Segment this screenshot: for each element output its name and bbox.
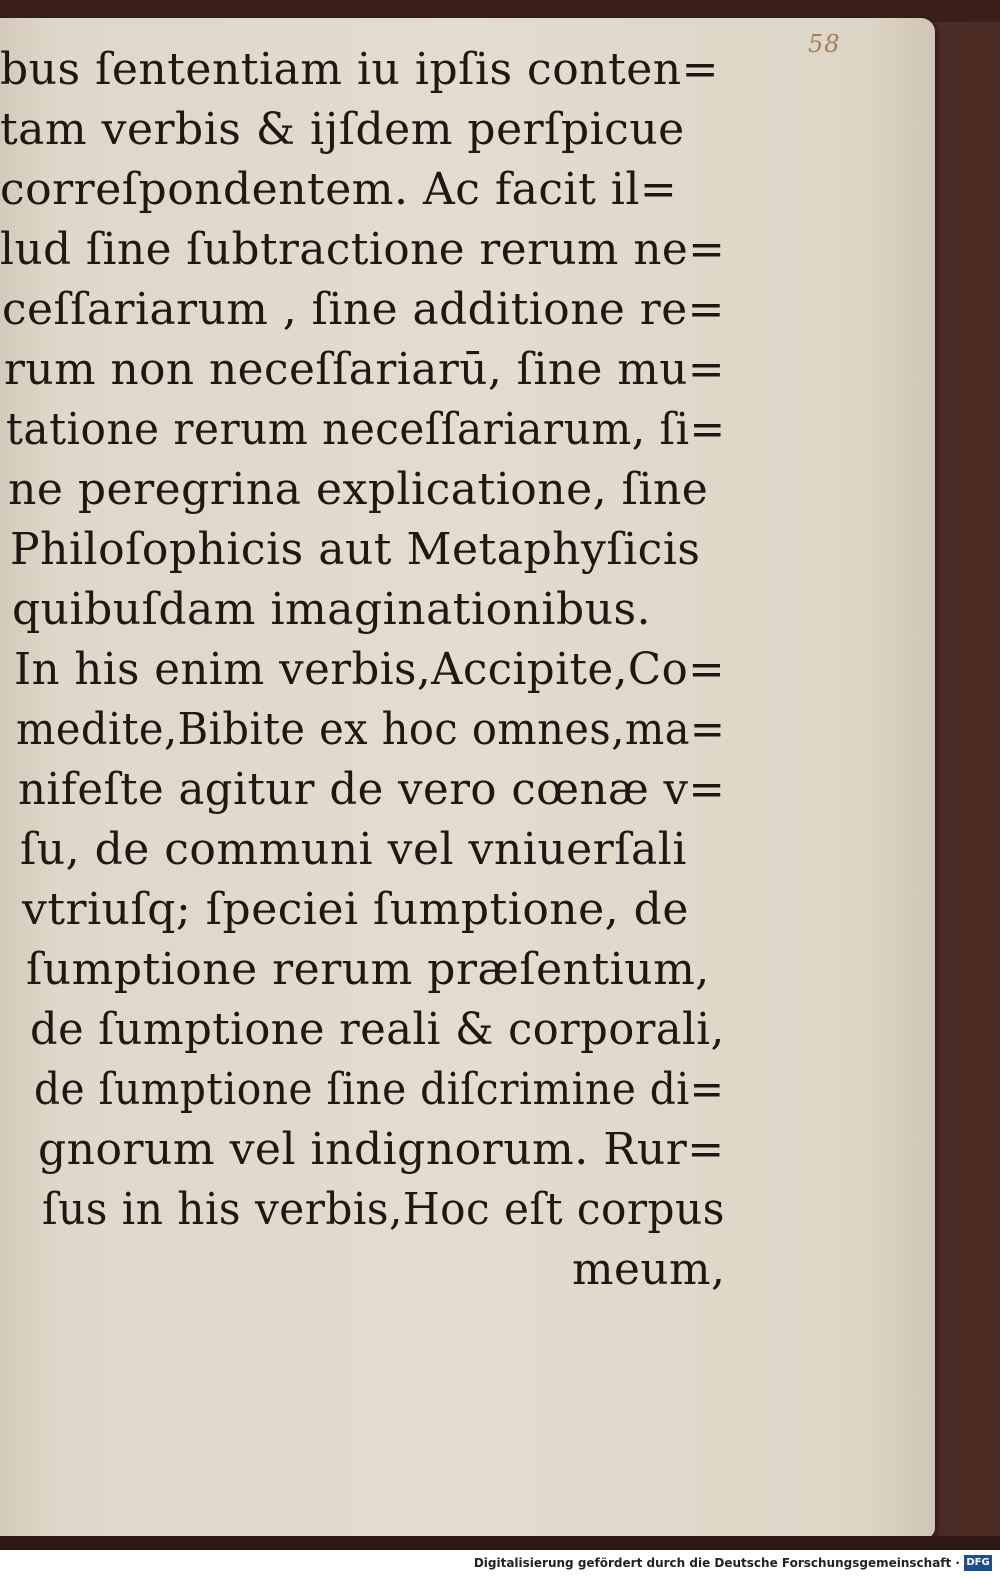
text-line: medite,Bibite ex hoc omnes,ma= xyxy=(16,704,726,755)
text-line: In his enim verbis,Accipite,Co= xyxy=(14,644,726,695)
text-line: gnorum vel indignorum. Rur= xyxy=(38,1124,725,1175)
text-line: tatione rerum neceſſariarum, ſi= xyxy=(6,404,726,455)
text-line: de ſumptione ſine diſcrimine di= xyxy=(34,1064,725,1115)
text-line: ſus in his verbis,Hoc eſt corpus xyxy=(42,1184,725,1235)
text-line: rum non neceſſariarū, ſine mu= xyxy=(4,344,726,395)
catchword: meum, xyxy=(572,1244,726,1295)
text-line: de ſumptione reali & corporali, xyxy=(30,1004,725,1055)
text-line: bus ſententiam iu ipſis conten= xyxy=(0,44,719,95)
text-line: ne peregrina explicatione, ſine xyxy=(8,464,709,515)
dfg-logo: DFG xyxy=(964,1555,992,1571)
text-line: ceſſariarum , ſine additione re= xyxy=(2,284,725,335)
text-line: lud ſine ſubtractione rerum ne= xyxy=(0,224,726,275)
footer-bar xyxy=(0,1550,1000,1578)
text-line: vtriuſq; ſpeciei ſumptione, de xyxy=(22,884,689,935)
book-edge-bottom xyxy=(0,1536,1000,1550)
text-line: nifeſte agitur de vero cœnæ v= xyxy=(18,764,726,815)
text-line: tam verbis & ijſdem perſpicue xyxy=(0,104,685,155)
funding-credit: Digitalisierung gefördert durch die Deutsche Forschungsgemeinschaft · xyxy=(473,1556,960,1570)
text-line: quibuſdam imaginationibus. xyxy=(12,584,652,635)
page-number: 58 xyxy=(808,30,841,58)
text-line: ſu, de communi vel vniuerſali xyxy=(20,824,687,875)
text-line: correſpondentem. Ac facit il= xyxy=(0,164,678,215)
text-line: Philoſophicis aut Metaphyſicis xyxy=(10,524,701,575)
text-line: ſumptione rerum præſentium, xyxy=(26,944,710,995)
